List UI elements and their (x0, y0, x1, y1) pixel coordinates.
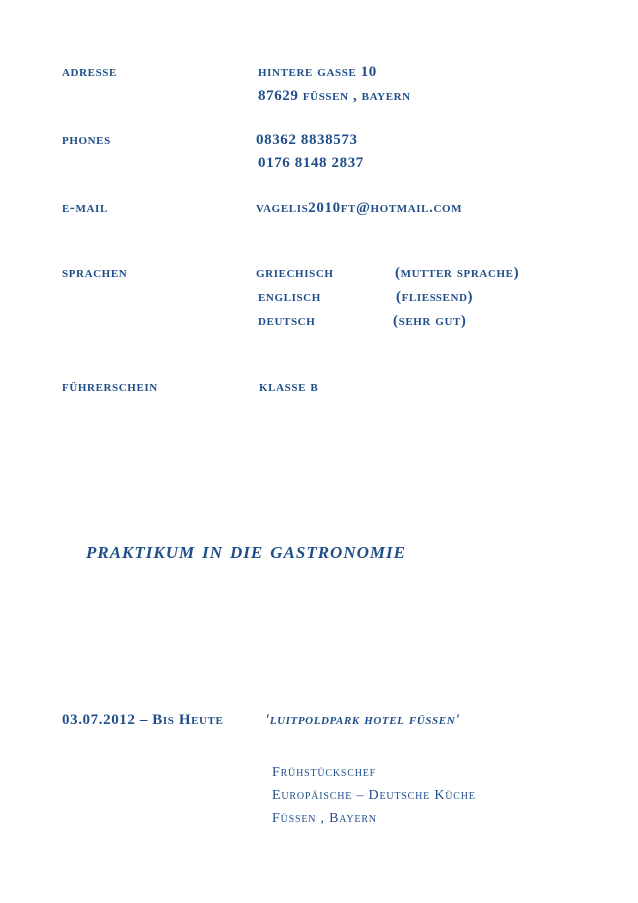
license-value: klasse b (259, 379, 319, 395)
language-level: (mutter sprache) (395, 265, 520, 281)
email-value: vagelis2010ft@hotmail.com (256, 200, 463, 216)
language-name: griechisch (256, 265, 334, 281)
phones-label: phones (62, 132, 111, 148)
experience-employer: 'luitpoldpark hotel füssen' (265, 712, 461, 728)
experience-dates: 03.07.2012 – Bis Heute (62, 712, 224, 728)
language-level: (fließend) (396, 289, 474, 305)
adresse-line-1: hintere gasse 10 (258, 64, 377, 80)
phone-2: 0176 8148 2837 (258, 155, 364, 171)
language-level: (sehr gut) (393, 313, 467, 329)
experience-detail: Füssen , Bayern (272, 811, 377, 826)
phone-1: 08362 8838573 (256, 132, 358, 148)
experience-detail: Europäische – Deutsche Küche (272, 788, 476, 803)
adresse-line-2: 87629 füssen , bayern (258, 88, 411, 104)
language-name: englisch (258, 289, 321, 305)
section-heading: praktikum in die gastronomie (86, 538, 406, 564)
languages-label: sprachen (62, 265, 128, 281)
language-name: deutsch (258, 313, 316, 329)
email-label: e-mail (62, 200, 108, 216)
experience-detail: Frühstückschef (272, 765, 377, 780)
license-label: führerschein (62, 379, 158, 395)
adresse-label: adresse (62, 64, 117, 80)
